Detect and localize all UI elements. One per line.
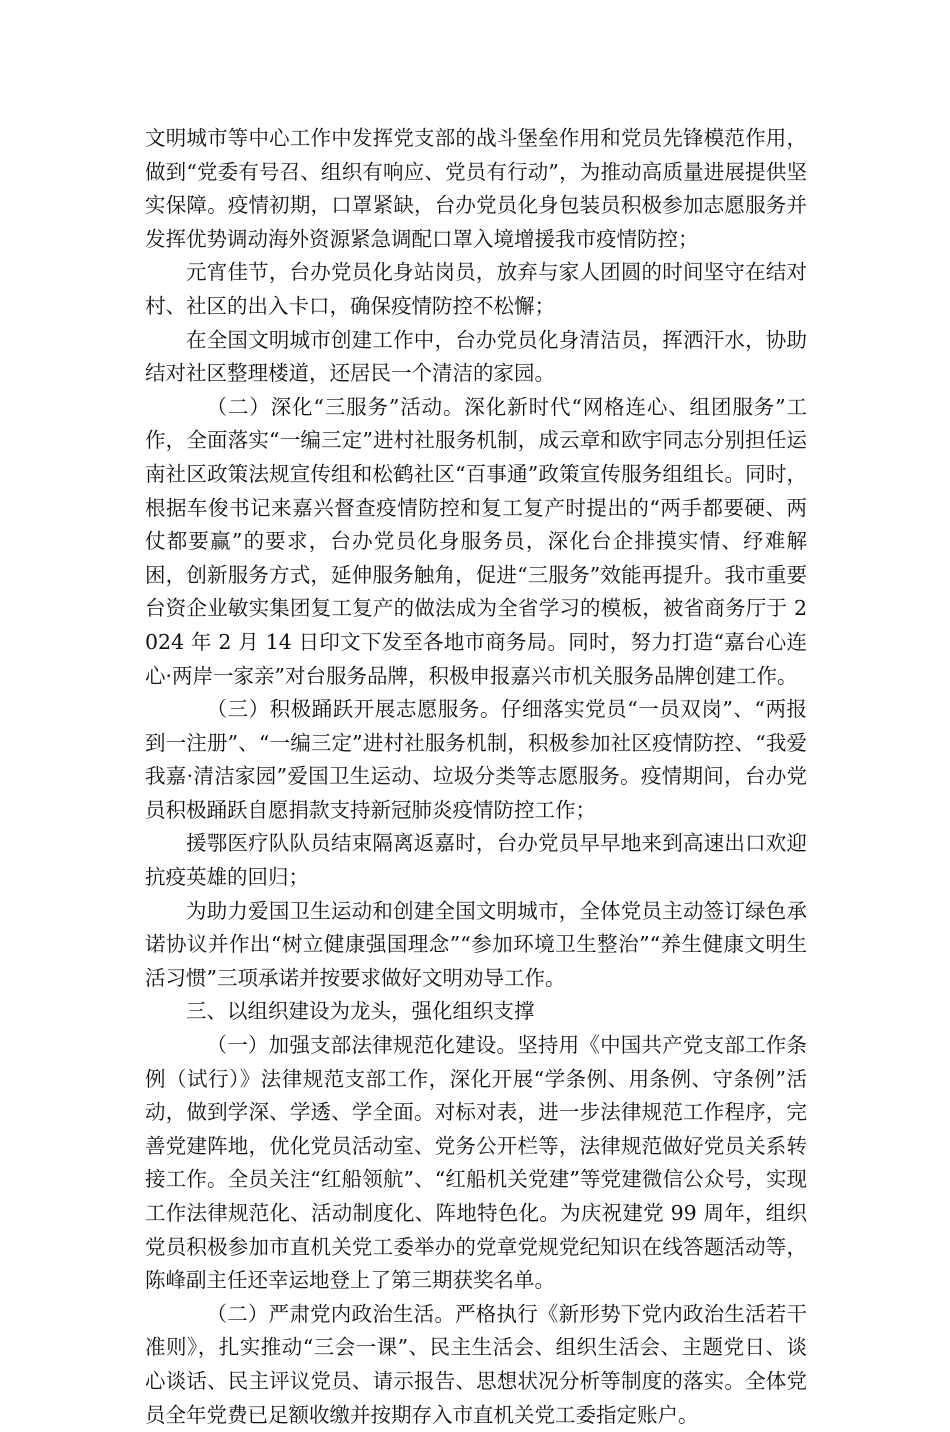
paragraph-intro-continuation: 文明城市等中心工作中发挥党支部的战斗堡垒作用和党员先锋模范作用，做到“党委有号召、组织有响应、党员有行动”，为推动高质量进展提供坚实保障。疫情初期，口罩紧缺，台办党员化身包装员积极参加志愿服务并发挥优势调动海外资源紧急调配口罩入境增援我市疫情防控； bbox=[145, 126, 807, 251]
paragraph-branch-standardization: （一）加强支部法律规范化建设。坚持用《中国共产党支部工作条例（试行）》法律规范支部工作，深化开展“学条例、用条例、守条例”活动，做到学深、学透、学全面。对标对表，进一步法律规范工作程序，完善党建阵地，优化党员活动室、党务公开栏等，法律规范做好党员关系转接工作。全员关注“红船领航”、“红船机关党建”等党建微信公众号，实现工作法律规范化、活动制度化、阵地特色化。为庆祝建党 99 周年，组织党员积极参加市直机关党工委举办的党章党规党纪知识在线答题活动等，陈峰副主任还幸运地登上了第三期获奖名单。 bbox=[145, 1033, 807, 1293]
paragraph-section-three-volunteer: （三）积极踊跃开展志愿服务。仔细落实党员“一员双岗”、“两报到一注册”、“一编三定”进村社服务机制，积极参加社区疫情防控、“我爱我嘉·清洁家园”爱国卫生运动、垃圾分类等志愿服务。疫情期间，台办党员积极踊跃自愿捐款支持新冠肺炎疫情防控工作； bbox=[145, 697, 807, 822]
paragraph-civilized-city: 在全国文明城市创建工作中，台办党员化身清洁员，挥洒汗水，协助结对社区整理楼道，还居民一个清洁的家园。 bbox=[145, 327, 807, 386]
paragraph-section-two-services: （二）深化“三服务”活动。深化新时代“网格连心、组团服务”工作，全面落实“一编三定”进村社服务机制，成云章和欧宇同志分别担任运南社区政策法规宣传组和松鹤社区“百事通”政策宣传服务组组长。同时，根据车俊书记来嘉兴督查疫情防控和复工复产时提出的“两手都要硬、两仗都要赢”的要求，台办党员化身服务员，深化台企排摸实情、纾难解困，创新服务方式，延伸服务触角，促进“三服务”效能再提升。我市重要台资企业敏实集团复工复产的做法成为全省学习的模板，被省商务厅于 2024 年 2 月 14 日印文下发至各地市商务局。同时，努力打造“嘉台心连心·两岸一家亲”对台服务品牌，积极申报嘉兴市机关服务品牌创建工作。 bbox=[145, 394, 807, 688]
paragraph-lantern-festival: 元宵佳节，台办党员化身站岗员，放弃与家人团圆的时间坚守在结对村、社区的出入卡口，确保疫情防控不松懈； bbox=[145, 260, 807, 318]
paragraph-political-life: （二）严肃党内政治生活。严格执行《新形势下党内政治生活若干准则》，扎实推动“三会一课”、民主生活会、组织生活会、主题党日、谈心谈话、民主评议党员、请示报告、思想状况分析等制度的落实。全体党员全年党费已足额收缴并按期存入市直机关党工委指定账户。 bbox=[145, 1301, 807, 1427]
paragraph-medical-team: 援鄂医疗队队员结束隔离返嘉时，台办党员早早地来到高速出口欢迎抗疫英雄的回归； bbox=[145, 831, 807, 890]
paragraph-green-pledge: 为助力爱国卫生运动和创建全国文明城市，全体党员主动签订绿色承诺协议并作出“树立健康强国理念”“参加环境卫生整治”“养生健康文明生活习惯”三项承诺并按要求做好文明劝导工作。 bbox=[145, 898, 807, 990]
document-body bbox=[145, 122, 807, 1432]
heading-organization-building: 三、以组织建设为龙头，强化组织支撑 bbox=[186, 999, 535, 1024]
